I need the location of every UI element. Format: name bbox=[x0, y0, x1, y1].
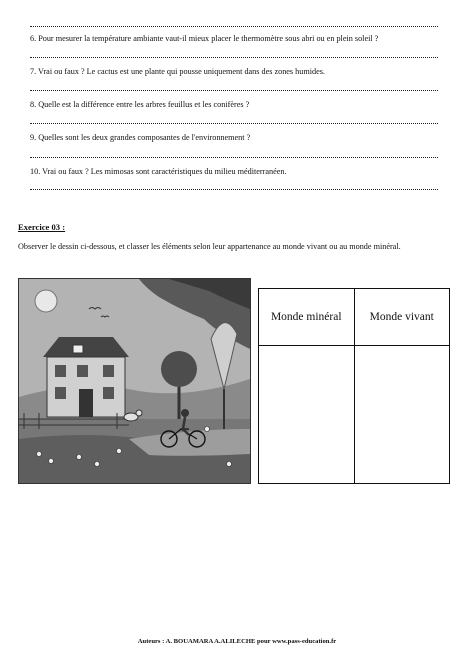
tree bbox=[161, 351, 197, 387]
classification-table bbox=[258, 288, 450, 484]
cell-monde-mineral bbox=[259, 346, 355, 484]
answer-line bbox=[30, 123, 438, 124]
header-monde-vivant: Monde vivant bbox=[354, 289, 450, 346]
exercise-instruction: Observer le dessin ci-dessous, et classer les éléments selon leur appartenance au monde vivant ou au monde minéral. bbox=[18, 242, 401, 251]
answer-line bbox=[30, 26, 438, 27]
footer: Auteurs : A. BOUAMARA A.ALILECHE pour www.pass-education.fr bbox=[137, 638, 337, 645]
cyclist bbox=[181, 409, 189, 417]
question-8: 8. Quelle est la différence entre les arbres feuillus et les conifères ? bbox=[30, 100, 250, 109]
cell-monde-vivant bbox=[354, 346, 450, 484]
question-6: 6. Pour mesurer la température ambiante vaut-il mieux placer le thermomètre sous abri ou en plein soleil ? bbox=[30, 34, 379, 43]
answer-line bbox=[30, 57, 438, 58]
answer-line bbox=[30, 189, 438, 190]
exercise-title: Exercice 03 : bbox=[18, 222, 66, 232]
answer-line bbox=[30, 157, 438, 158]
landscape-illustration bbox=[18, 278, 251, 484]
header-monde-mineral: Monde minéral bbox=[259, 289, 355, 346]
question-7: 7. Vrai ou faux ? Le cactus est une plante qui pousse uniquement dans des zones humides. bbox=[30, 67, 325, 76]
sun bbox=[35, 290, 57, 312]
answer-line bbox=[30, 90, 438, 91]
question-9: 9. Quelles sont les deux grandes composantes de l'environnement ? bbox=[30, 133, 251, 142]
house-door bbox=[79, 389, 93, 417]
question-10: 10. Vrai ou faux ? Les mimosas sont caractéristiques du milieu méditerranéen. bbox=[30, 167, 287, 176]
